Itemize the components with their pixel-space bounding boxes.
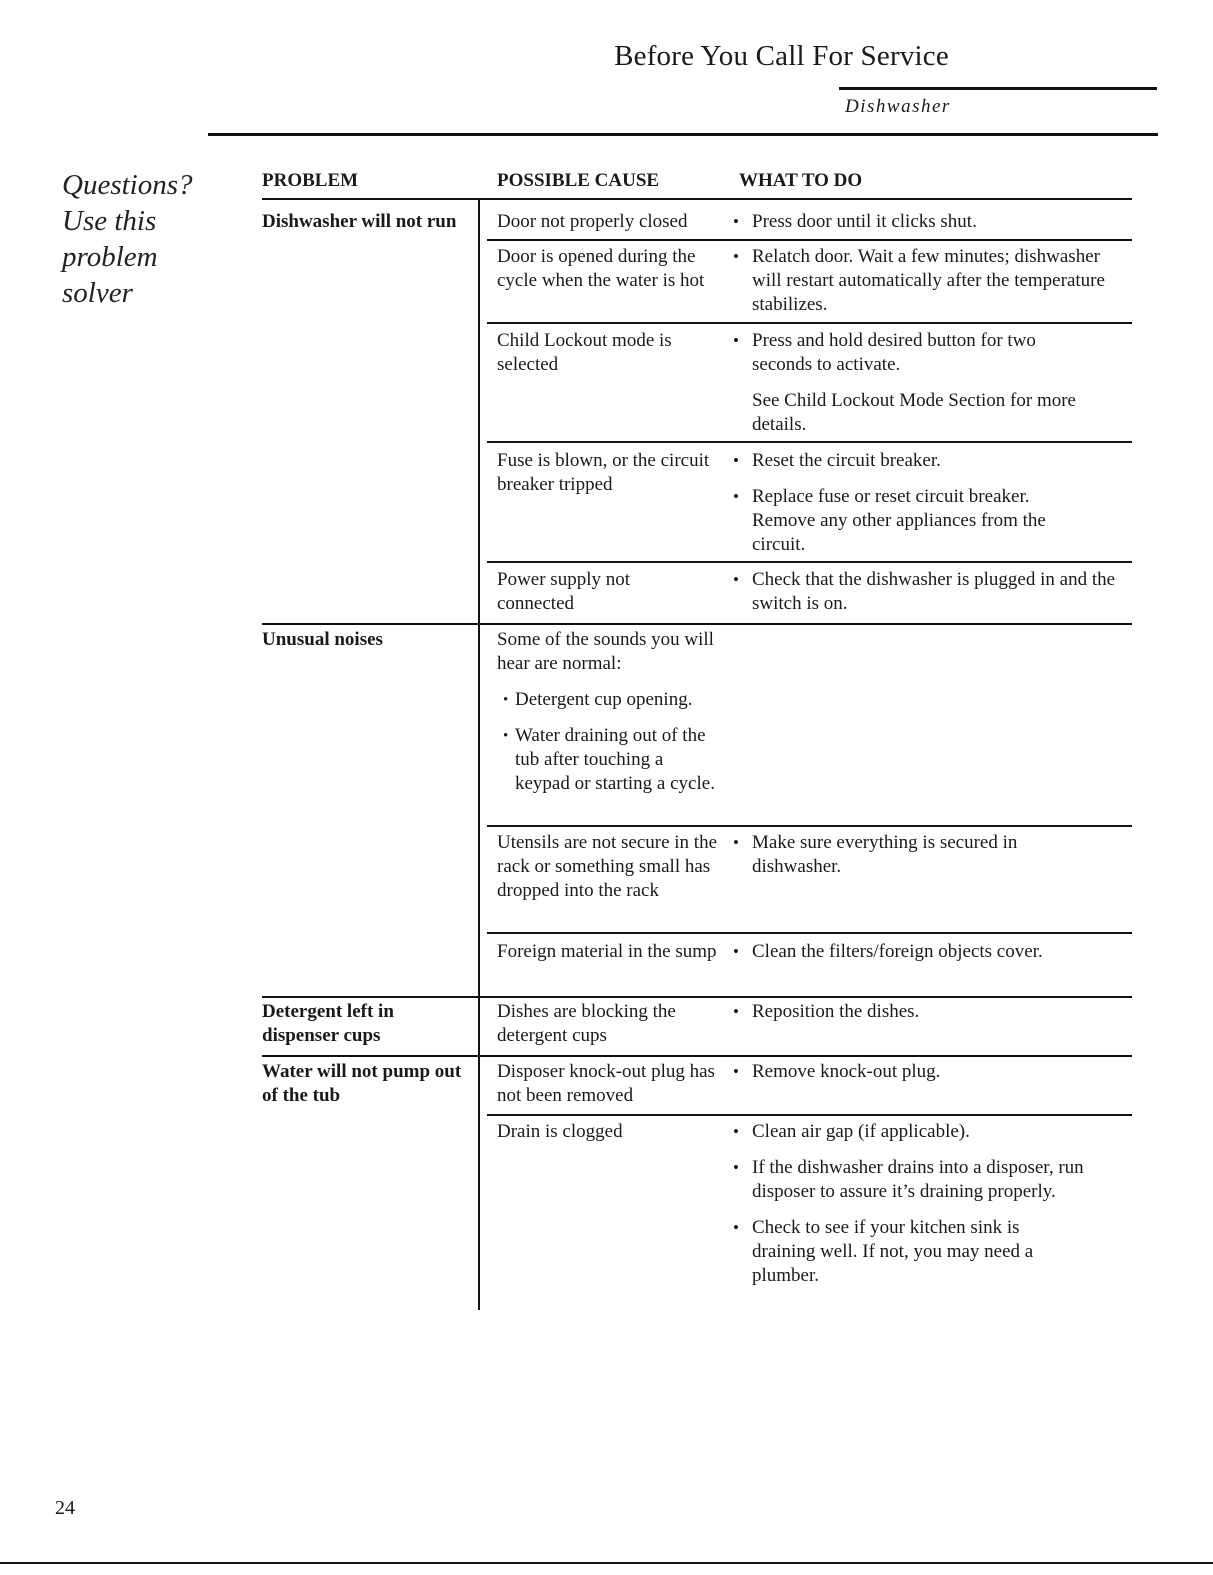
bullet-icon: • bbox=[733, 1062, 739, 1081]
cause-text: Drain is clogged bbox=[497, 1121, 623, 1142]
todo-text: Clean air gap (if applicable). bbox=[752, 1121, 970, 1142]
bullet-icon: • bbox=[503, 692, 509, 708]
row-divider bbox=[487, 441, 1132, 443]
cause-block bbox=[497, 628, 727, 796]
todo-text: Make sure everything is secured in dishwasher. bbox=[752, 832, 1018, 877]
todo-block bbox=[733, 1000, 1133, 1036]
todo-item bbox=[733, 1000, 1133, 1024]
bullet-icon: • bbox=[733, 1122, 739, 1141]
todo-item bbox=[733, 1120, 1108, 1144]
sidebar-tagline bbox=[62, 167, 212, 311]
column-header-problem: PROBLEM bbox=[262, 170, 359, 191]
todo-text: Replace fuse or reset circuit breaker. Remove any other appliances from the circuit. bbox=[752, 486, 1046, 555]
todo-item bbox=[733, 329, 1128, 377]
page-subtitle: Dishwasher bbox=[845, 96, 951, 117]
bullet-icon: • bbox=[733, 451, 739, 470]
todo-block bbox=[733, 831, 1078, 891]
todo-text: Check to see if your kitchen sink is draining well. If not, you may need a plumber. bbox=[752, 1217, 1034, 1286]
cause-text: Disposer knock-out plug has not been removed bbox=[497, 1061, 715, 1106]
bullet-icon: • bbox=[733, 1218, 739, 1237]
page-number: 24 bbox=[55, 1497, 75, 1519]
todo-text: Reset the circuit breaker. bbox=[752, 450, 941, 471]
row-divider bbox=[487, 932, 1132, 934]
cause-text: Child Lockout mode is selected bbox=[497, 330, 672, 375]
todo-block bbox=[733, 1060, 1133, 1096]
bullet-icon: • bbox=[503, 728, 509, 744]
todo-item bbox=[733, 245, 1118, 317]
todo-block bbox=[733, 940, 1118, 976]
cause-text: Door is opened during the cycle when the water is hot bbox=[497, 246, 705, 291]
todo-item bbox=[733, 1060, 1133, 1084]
todo-text: Clean the filters/foreign objects cover. bbox=[752, 941, 1043, 962]
problem-label: Dishwasher will not run bbox=[262, 211, 457, 232]
cause-text: Door not properly closed bbox=[497, 211, 688, 232]
todo-block bbox=[733, 568, 1118, 628]
problem-label: Detergent left in dispenser cups bbox=[262, 1001, 394, 1046]
sidebar-line: Use this bbox=[62, 205, 157, 237]
todo-item bbox=[733, 940, 1118, 964]
problem-label: Water will not pump out of the tub bbox=[262, 1061, 462, 1106]
todo-item bbox=[733, 210, 1133, 234]
cause-sub-text: Water draining out of the tub after touching a keypad or starting a cycle. bbox=[515, 725, 715, 794]
cause-text: Dishes are blocking the detergent cups bbox=[497, 1001, 676, 1046]
sidebar-line: solver bbox=[62, 277, 133, 309]
sidebar-line: problem bbox=[62, 241, 158, 273]
row-divider bbox=[262, 996, 1132, 998]
todo-text: Press door until it clicks shut. bbox=[752, 211, 977, 232]
page-title: Before You Call For Service bbox=[614, 40, 949, 72]
sidebar-line: Questions? bbox=[62, 169, 193, 201]
bullet-icon: • bbox=[733, 1002, 739, 1021]
column-divider bbox=[478, 200, 480, 1310]
todo-text: If the dishwasher drains into a disposer, run disposer to assure it’s draining properly. bbox=[752, 1157, 1084, 1202]
cause-text: Fuse is blown, or the circuit breaker tripped bbox=[497, 450, 710, 495]
cause-sub-bullet bbox=[497, 688, 727, 712]
cause-text: Some of the sounds you will hear are normal: bbox=[497, 629, 714, 674]
todo-text: Remove knock-out plug. bbox=[752, 1061, 941, 1082]
todo-note: See Child Lockout Mode Section for more details. bbox=[752, 390, 1076, 435]
cause-text: Power supply not connected bbox=[497, 569, 630, 614]
todo-text: Press and hold desired button for two seconds to activate. bbox=[752, 330, 1036, 375]
todo-block bbox=[733, 245, 1118, 329]
column-header-cause: POSSIBLE CAUSE bbox=[497, 170, 660, 191]
todo-block bbox=[733, 1120, 1108, 1300]
todo-block bbox=[733, 329, 1128, 437]
cause-sub-text: Detergent cup opening. bbox=[515, 689, 693, 710]
todo-text: Check that the dishwasher is plugged in and the switch is on. bbox=[752, 569, 1116, 614]
row-divider bbox=[262, 1055, 1132, 1057]
column-header-todo: WHAT TO DO bbox=[739, 170, 863, 191]
header-rule-long bbox=[208, 133, 1158, 136]
todo-item bbox=[733, 1156, 1108, 1204]
todo-item bbox=[733, 568, 1118, 616]
header-divider bbox=[262, 198, 1132, 200]
problem-label: Unusual noises bbox=[262, 629, 383, 650]
todo-item bbox=[733, 485, 1118, 557]
bullet-icon: • bbox=[733, 487, 739, 506]
cause-sub-bullet bbox=[497, 724, 727, 796]
todo-item bbox=[733, 831, 1078, 879]
bullet-icon: • bbox=[733, 331, 739, 350]
bullet-icon: • bbox=[733, 212, 739, 231]
bullet-icon: • bbox=[733, 247, 739, 266]
header-rule-short bbox=[839, 87, 1157, 90]
todo-item bbox=[733, 449, 1118, 473]
cause-text: Foreign material in the sump bbox=[497, 941, 717, 962]
row-divider bbox=[487, 1114, 1132, 1116]
bullet-icon: • bbox=[733, 942, 739, 961]
todo-block bbox=[733, 449, 1118, 569]
todo-text: Relatch door. Wait a few minutes; dishwasher will restart automatically after the temperature stabilizes. bbox=[752, 246, 1105, 315]
cause-text: Utensils are not secure in the rack or something small has dropped into the rack bbox=[497, 832, 718, 901]
todo-item bbox=[733, 1216, 1108, 1288]
bullet-icon: • bbox=[733, 1158, 739, 1177]
bullet-icon: • bbox=[733, 833, 739, 852]
bullet-icon: • bbox=[733, 570, 739, 589]
todo-block bbox=[733, 210, 1133, 246]
todo-text: Reposition the dishes. bbox=[752, 1001, 920, 1022]
row-divider bbox=[487, 825, 1132, 827]
bottom-rule bbox=[0, 1562, 1213, 1564]
